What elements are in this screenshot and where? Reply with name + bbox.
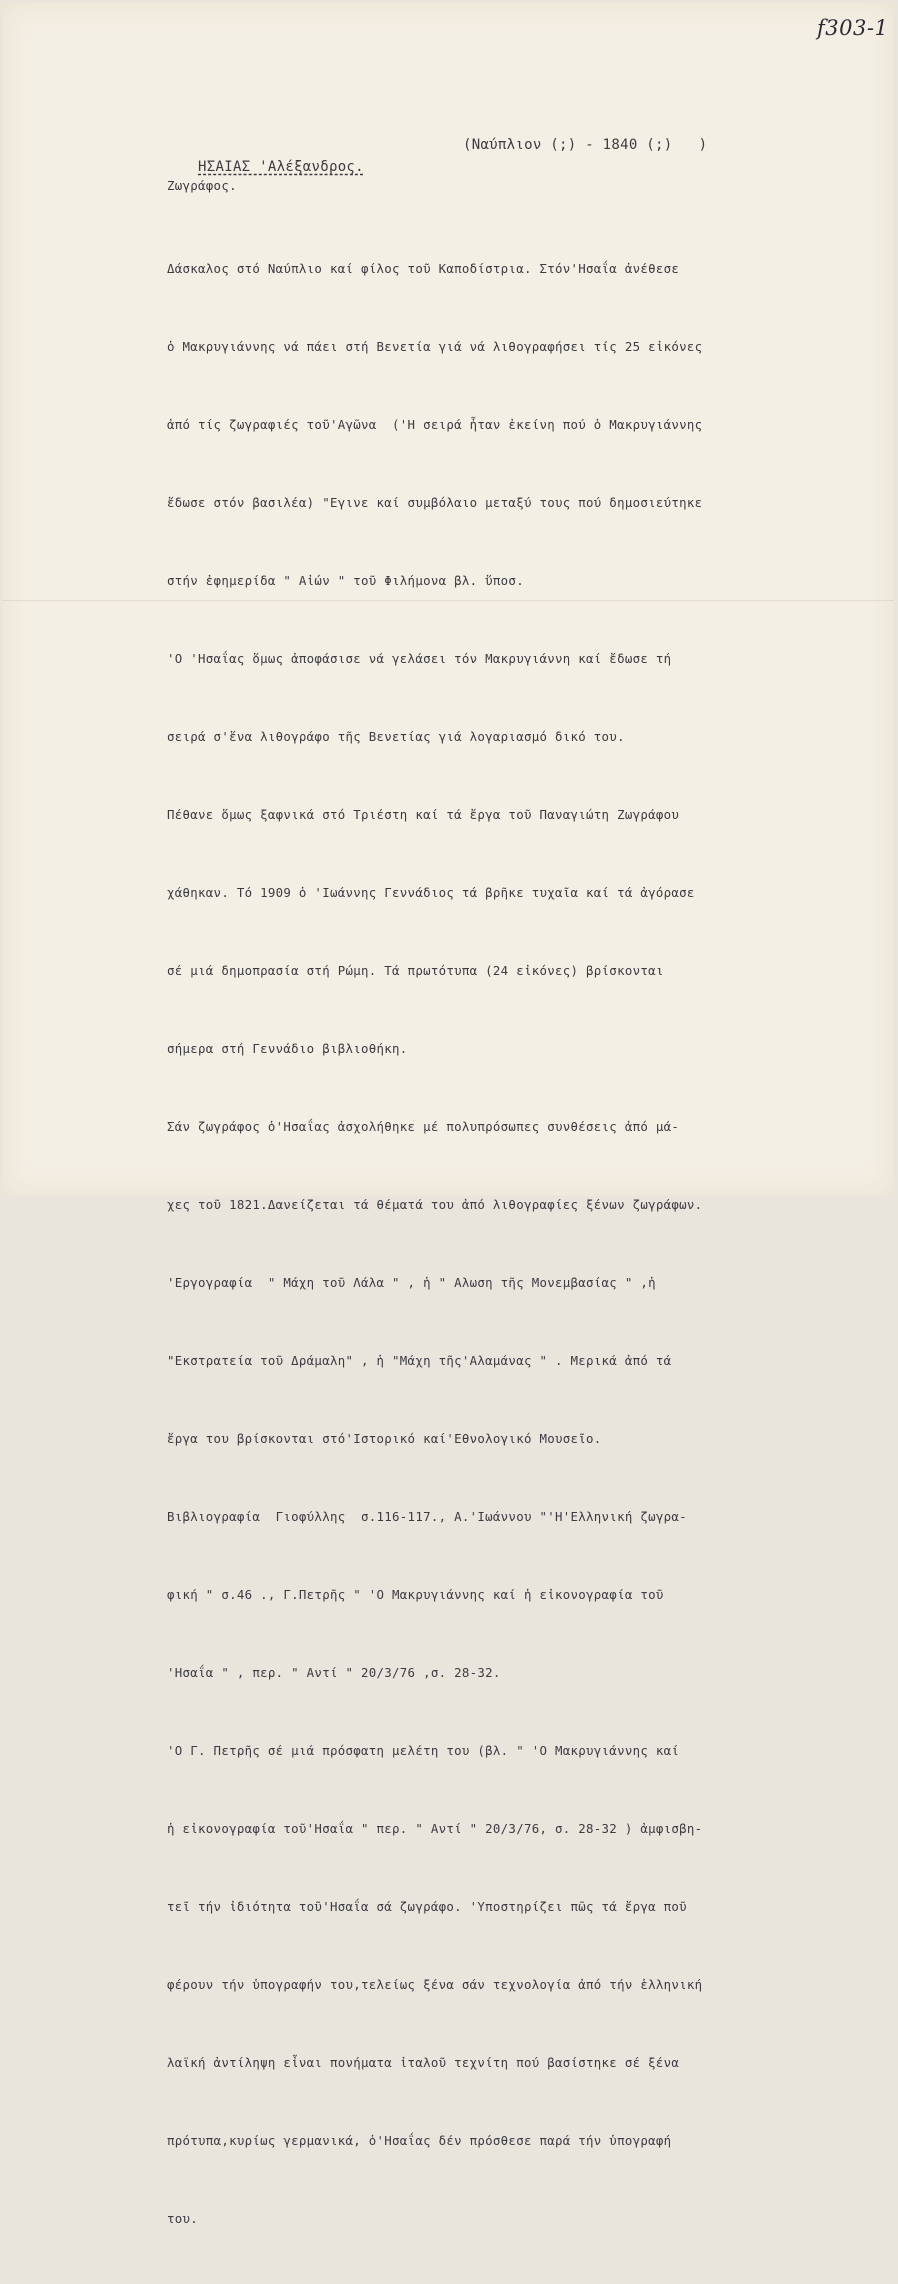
text-line: λαϊκή ἀντίληψη εἶναι πονήματα ἰταλοῦ τεχνίτη πού βασίστηκε σέ ξένα bbox=[167, 2055, 680, 2070]
text-line: 'Εργογραφία " Μάχη τοῦ Λάλα " , ἡ " Αλωση τῆς Μονεμβασίας " ,ἡ bbox=[167, 1275, 656, 1290]
text-line: Πέθανε ὅμως ξαφνικά στό Τριέστη καί τά ἔργα τοῦ Παναγιώτη Ζωγράφου bbox=[167, 807, 680, 822]
artist-dates: (Ναύπλιον (;) - 1840 (;) ) bbox=[463, 137, 708, 153]
text-line: ἡ εἰκονογραφία τοῦ'Ησαΐα " περ. " Αντί " 20/3/76, σ. 28-32 ) ἀμφισβη- bbox=[167, 1821, 703, 1836]
text-line: 'Ο Γ. Πετρῆς σέ μιά πρόσφατη μελέτη του (βλ. " 'Ο Μακρυγιάννης καί bbox=[167, 1743, 680, 1758]
text-line: φέρουν τήν ὑπογραφήν του,τελείως ξένα σάν τεχνολογία ἀπό τήν ἑλληνική bbox=[167, 1977, 703, 1992]
catalog-number: f303-1 bbox=[817, 16, 889, 40]
text-line: φική " σ.46 ., Γ.Πετρῆς " 'Ο Μακρυγιάννης καί ἡ εἰκονογραφία τοῦ bbox=[167, 1587, 664, 1602]
text-line: τεῖ τήν ἰδιότητα τοῦ'Ησαΐα σά ζωγράφο. 'Υποστηρίζει πῶς τά ἔργα ποῦ bbox=[167, 1899, 687, 1914]
document-page bbox=[2, 2, 894, 2226]
text-line: πρότυπα,κυρίως γερμανικά, ὁ'Ησαΐας δέν πρόσθεσε παρά τήν ὑπογραφή bbox=[167, 2133, 672, 2148]
text-line: στήν ἐφημερίδα " Αἰών " τοῦ Φιλήμονα βλ. ὕποσ. bbox=[167, 573, 524, 588]
text-line: χες τοῦ 1821.Δανείζεται τά θέματά του ἀπό λιθογραφίες ξένων ζωγράφων. bbox=[167, 1197, 703, 1212]
text-line: σήμερα στή Γεννάδιο βιβλιοθήκη. bbox=[167, 1041, 408, 1056]
text-line: σέ μιά δημοπρασία στή Ρώμη. Τά πρωτότυπα (24 εἰκόνες) βρίσκονται bbox=[167, 963, 664, 978]
text-line: 'Ησαΐα " , περ. " Αντί " 20/3/76 ,σ. 28-32. bbox=[167, 1665, 501, 1680]
text-line: "Εκστρατεία τοῦ Δράμαλη" , ἡ "Μάχη τῆς'Αλαμάνας " . Μερικά ἀπό τά bbox=[167, 1353, 672, 1368]
profession: Ζωγράφος. bbox=[167, 178, 237, 193]
text-line: ἔδωσε στόν βασιλέα) "Εγινε καί συμβόλαιο μεταξύ τους πού δημοσιεύτηκε bbox=[167, 495, 703, 510]
text-line: χάθηκαν. Τό 1909 ὁ 'Ιωάννης Γεννάδιος τά βρῆκε τυχαῖα καί τά ἀγόρασε bbox=[167, 885, 695, 900]
text-line: του. bbox=[167, 2211, 199, 2226]
biography-text bbox=[167, 204, 702, 2284]
text-line: σειρά σ'ἕνα λιθογράφο τῆς Βενετίας γιά λογαριασμό δικό του. bbox=[167, 729, 625, 744]
text-line: Σάν ζωγράφος ὁ'Ησαΐας ἀσχολήθηκε μέ πολυπρόσωπες συνθέσεις ἀπό μά- bbox=[167, 1119, 680, 1134]
text-line: ἔργα του βρίσκονται στό'Ιστορικό καί'Εθνολογικό Μουσεῖο. bbox=[167, 1431, 602, 1446]
text-line: 'Ο 'Ησαΐας ὅμως ἀποφάσισε νά γελάσει τόν Μακρυγιάννη καί ἔδωσε τή bbox=[167, 651, 672, 666]
text-line: Δάσκαλος στό Ναύπλιο καί φίλος τοῦ Καποδίστρια. Στόν'Ησαΐα ἀνέθεσε bbox=[167, 261, 680, 276]
text-line: Βιβλιογραφία Γιοφύλλης σ.116-117., Α.'Ιωάννου "'Η'Ελληνική ζωγρα- bbox=[167, 1509, 687, 1524]
text-line: ἀπό τίς ζωγραφιές τοῦ'Αγῶνα ('Η σειρά ἦταν ἐκείνη πού ὁ Μακρυγιάννης bbox=[167, 417, 703, 432]
text-line: ὁ Μακρυγιάννης νά πάει στή Βενετία γιά νά λιθογραφήσει τίς 25 εἰκόνες bbox=[167, 339, 703, 354]
artist-name: ΗΣΑΙΑΣ 'Αλέξανδρος. bbox=[198, 159, 364, 175]
